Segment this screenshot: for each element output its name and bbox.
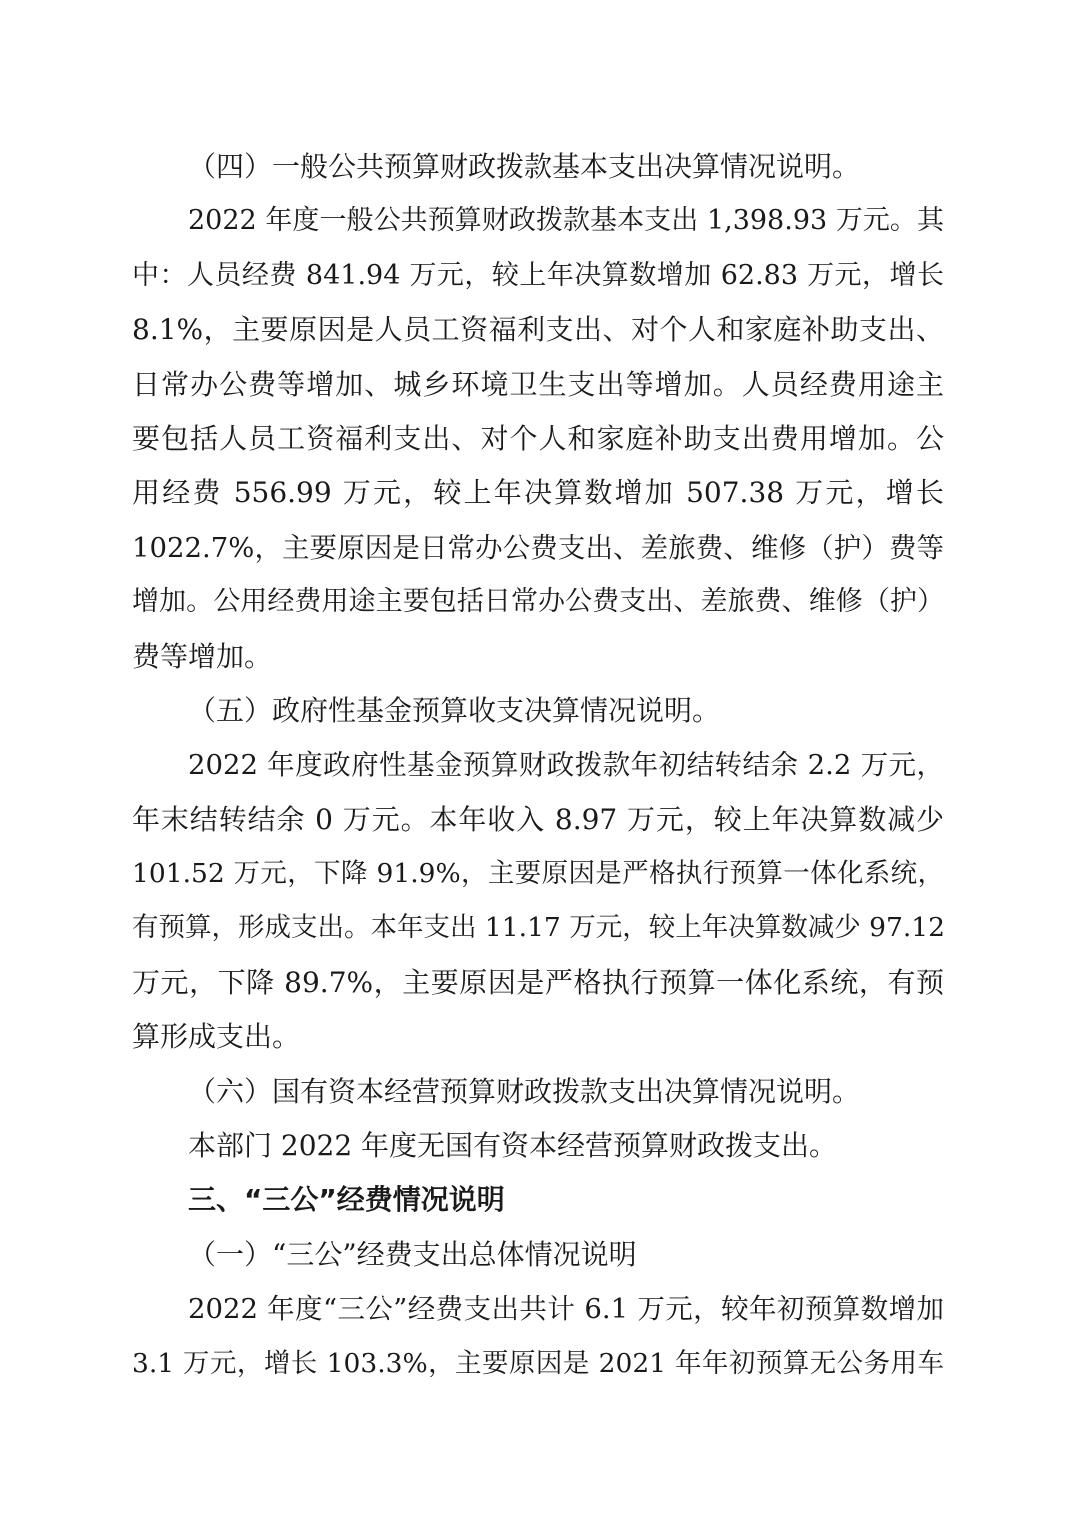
- paragraph-line: 有预算，形成支出。本年支出 11.17 万元，较上年决算数减少 97.12: [132, 912, 945, 944]
- paragraph-line: 万元，下降 89.7%，主要原因是严格执行预算一体化系统，有预: [132, 965, 944, 999]
- paragraph-line: 年末结转结余 0 万元。本年收入 8.97 万元，较上年决算数减少: [132, 802, 944, 836]
- heading-section-5: （五）政府性基金预算收支决算情况说明。: [188, 693, 721, 727]
- heading-subsection-1: （一）“三公”经费支出总体情况说明: [188, 1237, 637, 1271]
- document-page: [132, 140, 944, 1391]
- paragraph-line: 增加。公用经费用途主要包括日常办公费支出、差旅费、维修（护）: [132, 586, 944, 618]
- paragraph-line: 要包括人员工资福利支出、对个人和家庭补助支出费用增加。公: [132, 421, 944, 455]
- paragraph-line: 中：人员经费 841.94 万元，较上年决算数增加 62.83 万元，增长: [132, 259, 944, 291]
- paragraph-line: 日常办公费等增加、城乡环境卫生支出等增加。人员经费用途主: [132, 367, 944, 401]
- paragraph-line: 2022 年度政府性基金预算财政拨款年初结转结余 2.2 万元，: [188, 749, 944, 782]
- paragraph-line: 101.52 万元，下降 91.9%，主要原因是严格执行预算一体化系统，: [132, 858, 944, 890]
- heading-part-3: 三、“三公”经费情况说明: [188, 1183, 505, 1217]
- paragraph-line: 本部门 2022 年度无国有资本经营预算财政拨支出。: [188, 1129, 838, 1163]
- paragraph-line: 2022 年度一般公共预算财政拨款基本支出 1,398.93 万元。其: [188, 205, 944, 237]
- paragraph-line: 用经费 556.99 万元，较上年决算数增加 507.38 万元，增长: [132, 476, 944, 510]
- paragraph-line: 8.1%，主要原因是人员工资福利支出、对个人和家庭补助支出、: [132, 313, 944, 347]
- paragraph-line: 算形成支出。: [132, 1020, 301, 1054]
- paragraph-line: 费等增加。: [132, 639, 273, 673]
- heading-section-4: （四）一般公共预算财政拨款基本支出决算情况说明。: [188, 150, 861, 183]
- heading-section-6: （六）国有资本经营预算财政拨款支出决算情况说明。: [188, 1074, 861, 1108]
- paragraph-line: 2022 年度“三公”经费支出共计 6.1 万元，较年初预算数增加: [188, 1293, 944, 1326]
- paragraph-line: 1022.7%，主要原因是日常办公费支出、差旅费、维修（护）费等: [132, 531, 944, 564]
- paragraph-line: 3.1 万元，增长 103.3%，主要原因是 2021 年年初预算无公务用车: [132, 1347, 944, 1379]
